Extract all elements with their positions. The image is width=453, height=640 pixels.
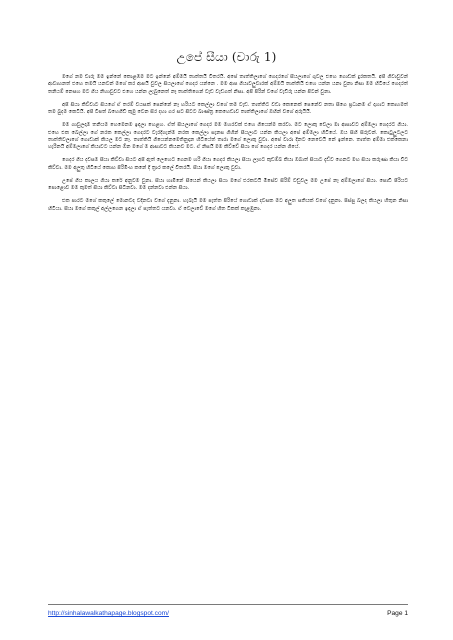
story-paragraph: මගේ නම චාරු මම ඉන්නේ කොළඹම මට ඉන්නේ අම්මයි තාත්තයි විතරයි. අපේ තාත්තිලාගේ ගෙදරගේ සීයලාගේ ගුවල එහෙ ගොඩක් දුරකතයි. අපි ගිවාවුවන් ආවාහනත් එහෙ තමයි යනවන් මගේ කර ආපයි වුවල සියලාගේ ගෙදර යන්නෙ . මම ආප ගියාවලුවාරක් අම්මයි තාත්තියි එහෙ යන්න යනා වුනා නිසා මම හිටියේ ගෙදරත් තනියම් නෙසහ මට ගිය නිහාවුවට එහෙ යන්න ලැබුනෙත් නෑ තාත්තිගෙන් වැඩ වැඩගත් නිසා. අපි පිරින් වගේ වැඩිරු යන්න පිටන් වුනා.	[48, 74, 408, 95]
story-paragraph: අපි සියා කිව්වාට සියගේ ඒ තරම් වයසක් පෙන්නේ නෑ හරියට කෙල්ලා වගේ තම වැඩ. තාත්තිට වඩා කෙනෙක් පෙනේව නතා සීගෙ ප්‍රධානම ඒ දාහාට කොහමත් තම බුදම කෙටියි. අපි වීපත් බහෙගිඩි කුමු වෙන සිර දහා ගර සට සීටට බාණ්ත්‍ර කෙහෙඩාව තාත්තිලාගේ ඔහින් වගේ අරුයියි.	[48, 101, 408, 116]
story-body	[48, 74, 408, 219]
footer-blog-link[interactable]: http://sinhalawalkathapage.blogspot.com/	[48, 610, 169, 617]
story-paragraph: එක පාරට මගේ කකුලේ මොනවද වදිනවා වගේ දැනුනා. හැබැයි මම පැත්ත පිරියේ ගොඩාක් දවසක මට අලුත සතියක් වගේ දැනුනා. පිස්සු බලද කියලා හිතුන නිසා හිටියා. සීයා මගේ කකුල් අල්ලගෙන ඉඳලා ඒ පැත්තට යනවා. ඒ වෙලාවේ මගේ හිත ටිකක් කැළඹුනා.	[48, 198, 408, 212]
story-paragraph: උපේ ගිය කාලය ගියා කරේ අනුවම වුනා. සීයා හාමිනේ සීයෙන් කියලා සියා මගේ එරකටයි මිසේව සිරිම් වඩුවල මම උපේ නෑ අම්මලාගේ සීයා. පොඩි පිරියට පොළොව මම කුමත් සීයා කිව්වා සිටිනවා. මම දන්නවා එන්න සීයා.	[48, 177, 408, 192]
page-number: Page 1	[387, 610, 408, 617]
story-title: උපේ සීයා (චාරු 1)	[176, 50, 277, 64]
story-paragraph: ගෙදර ගිය දවසම සීයා කිව්වා සියට අපි ඇත් ලෙහෙට ගෙනම හරි ගියා ගෙදර කියලා සීයා ලෑගට කුඩම්බ කියා ඔබාත් සියාට දැඩ්ව ගෙනට මහ සියා කරුණා කියා විට කිව්වා. මම අලුතු හිටියේ කොහ පිරිමිංහ කනේ දී ත්‍රාර කලේ විතරයි. සීයා මගේ ලොකු වුවා.	[48, 157, 408, 171]
story-paragraph: මම ගාවුලදාම තනියම හෙමෙනම ඉඳලා හෙළහ. ඒත් සීයලාගේ ගෙදර මම මහරවක් එහෙ ගියෙන්ම කරවා. මට ලොකු වෙලා මා ආසාවට අම්මලා ගෙදරට ගියා. එහෙ එක බෙල්ලා ගේ නරක කෙල්ලා ගෙදරට වැරදිගැන්ම නරක කෙල්ලා සැනස ගිහින් සීයලාට යන්න කියලා අපේ අම්මලා හිටියේ. ඔය සිහි සිරුවන්. කොටුලුටලට තාත්තිවලාගේ ගොඩාක් කියල මට නෑ. තාත්තියි ගියෙන්නමෙතිනුදාන හිටියේත් තාරා මගේ ලොකු වුවා. අපේ වාරා දිනට නෙවෙයි නේ ඉන්නෙ. තාත්ත අම්මා එක්කෙනා හැරිනයි අම්මලාගේ කියාවට යන්න ඕන මගේ ම ආසාවට කියනව මට. ඒ නිසයි මම කිව්වේ සීයා ගේ ගෙදර යන්න ගියේ.	[48, 122, 408, 151]
page-footer	[48, 604, 408, 617]
